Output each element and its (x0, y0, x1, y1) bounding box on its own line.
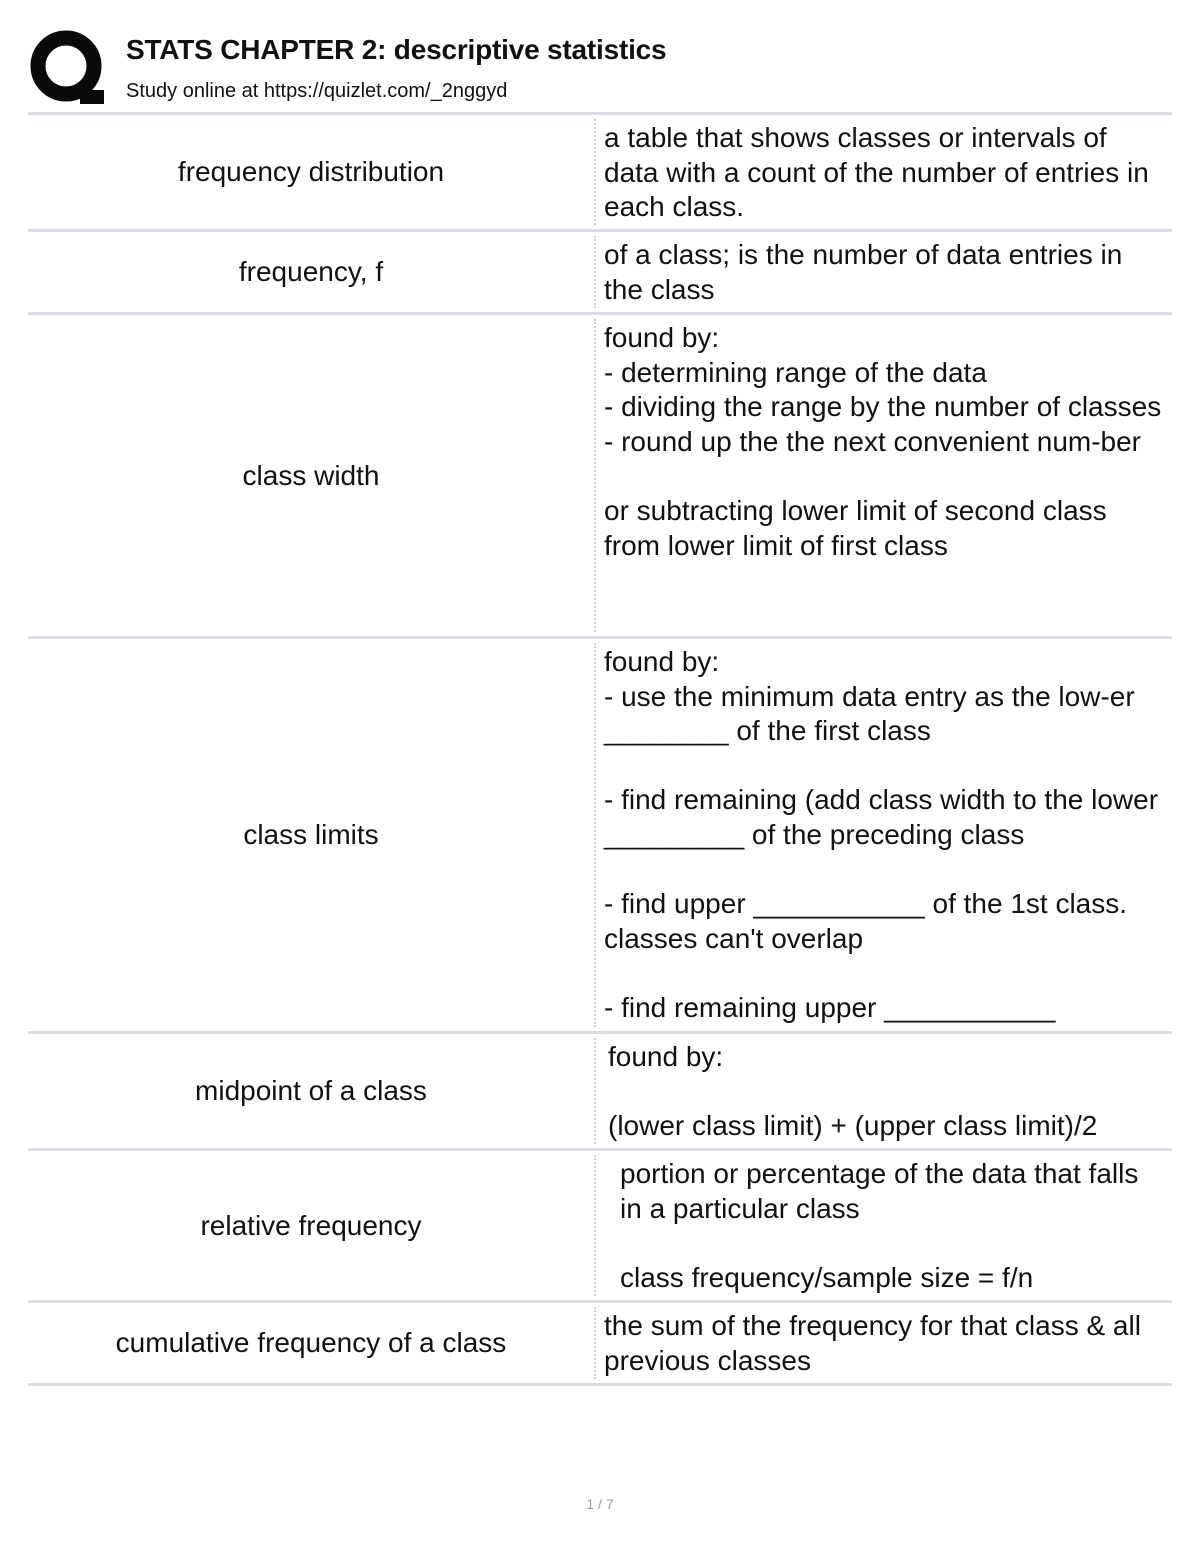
term-cell: relative frequency (200, 1209, 422, 1241)
flashcard-table (28, 112, 1172, 1386)
flashcard-row (28, 115, 1172, 232)
definition-cell: found by: - determining range of the data - dividing the range by the number of classes - round up the the next convenient num-ber or subtracting lower limit of second class from lower limit of first class (604, 322, 1162, 561)
definition-cell: found by: - use the minimum data entry as the low-er ________ of the first class - find remaining (add class width to the lower _________ of the preceding class - find upper ___________ of the 1st class. classes can't overlap - find remaining upper ___________ (604, 646, 1159, 1023)
page-title: STATS CHAPTER 2: descriptive statistics (126, 34, 667, 65)
term-cell: cumulative frequency of a class (115, 1327, 507, 1358)
term-cell: class limits (243, 819, 379, 850)
term-cell: class width (242, 459, 380, 491)
flashcard-row (28, 1303, 1172, 1386)
definition-cell: found by: (lower class limit) + (upper class limit)/2 (608, 1041, 1098, 1142)
flashcard-row (28, 1034, 1172, 1151)
term-cell: midpoint of a class (195, 1075, 427, 1106)
flashcard-row (28, 1151, 1172, 1303)
definition-cell: a table that shows classes or intervals of data with a count of the number of entries in each class. (604, 122, 1157, 223)
page-indicator: 1 / 7 (586, 1496, 614, 1512)
page-header (28, 28, 1172, 112)
flashcard-row (28, 315, 1172, 639)
term-cell: frequency, f (238, 256, 384, 287)
study-online-link-text: Study online at https://quizlet.com/_2nggyd (126, 80, 508, 102)
definition-cell: the sum of the frequency for that class & all previous classes (604, 1310, 1149, 1376)
flashcard-row (28, 639, 1172, 1034)
definition-cell: portion or percentage of the data that falls in a particular class class frequency/sample size = f/n (620, 1158, 1139, 1293)
definition-cell: of a class; is the number of data entries in the class (604, 239, 1131, 305)
term-cell: frequency distribution (177, 156, 445, 187)
quizlet-q-logo-icon (30, 30, 106, 106)
flashcard-row (28, 232, 1172, 315)
